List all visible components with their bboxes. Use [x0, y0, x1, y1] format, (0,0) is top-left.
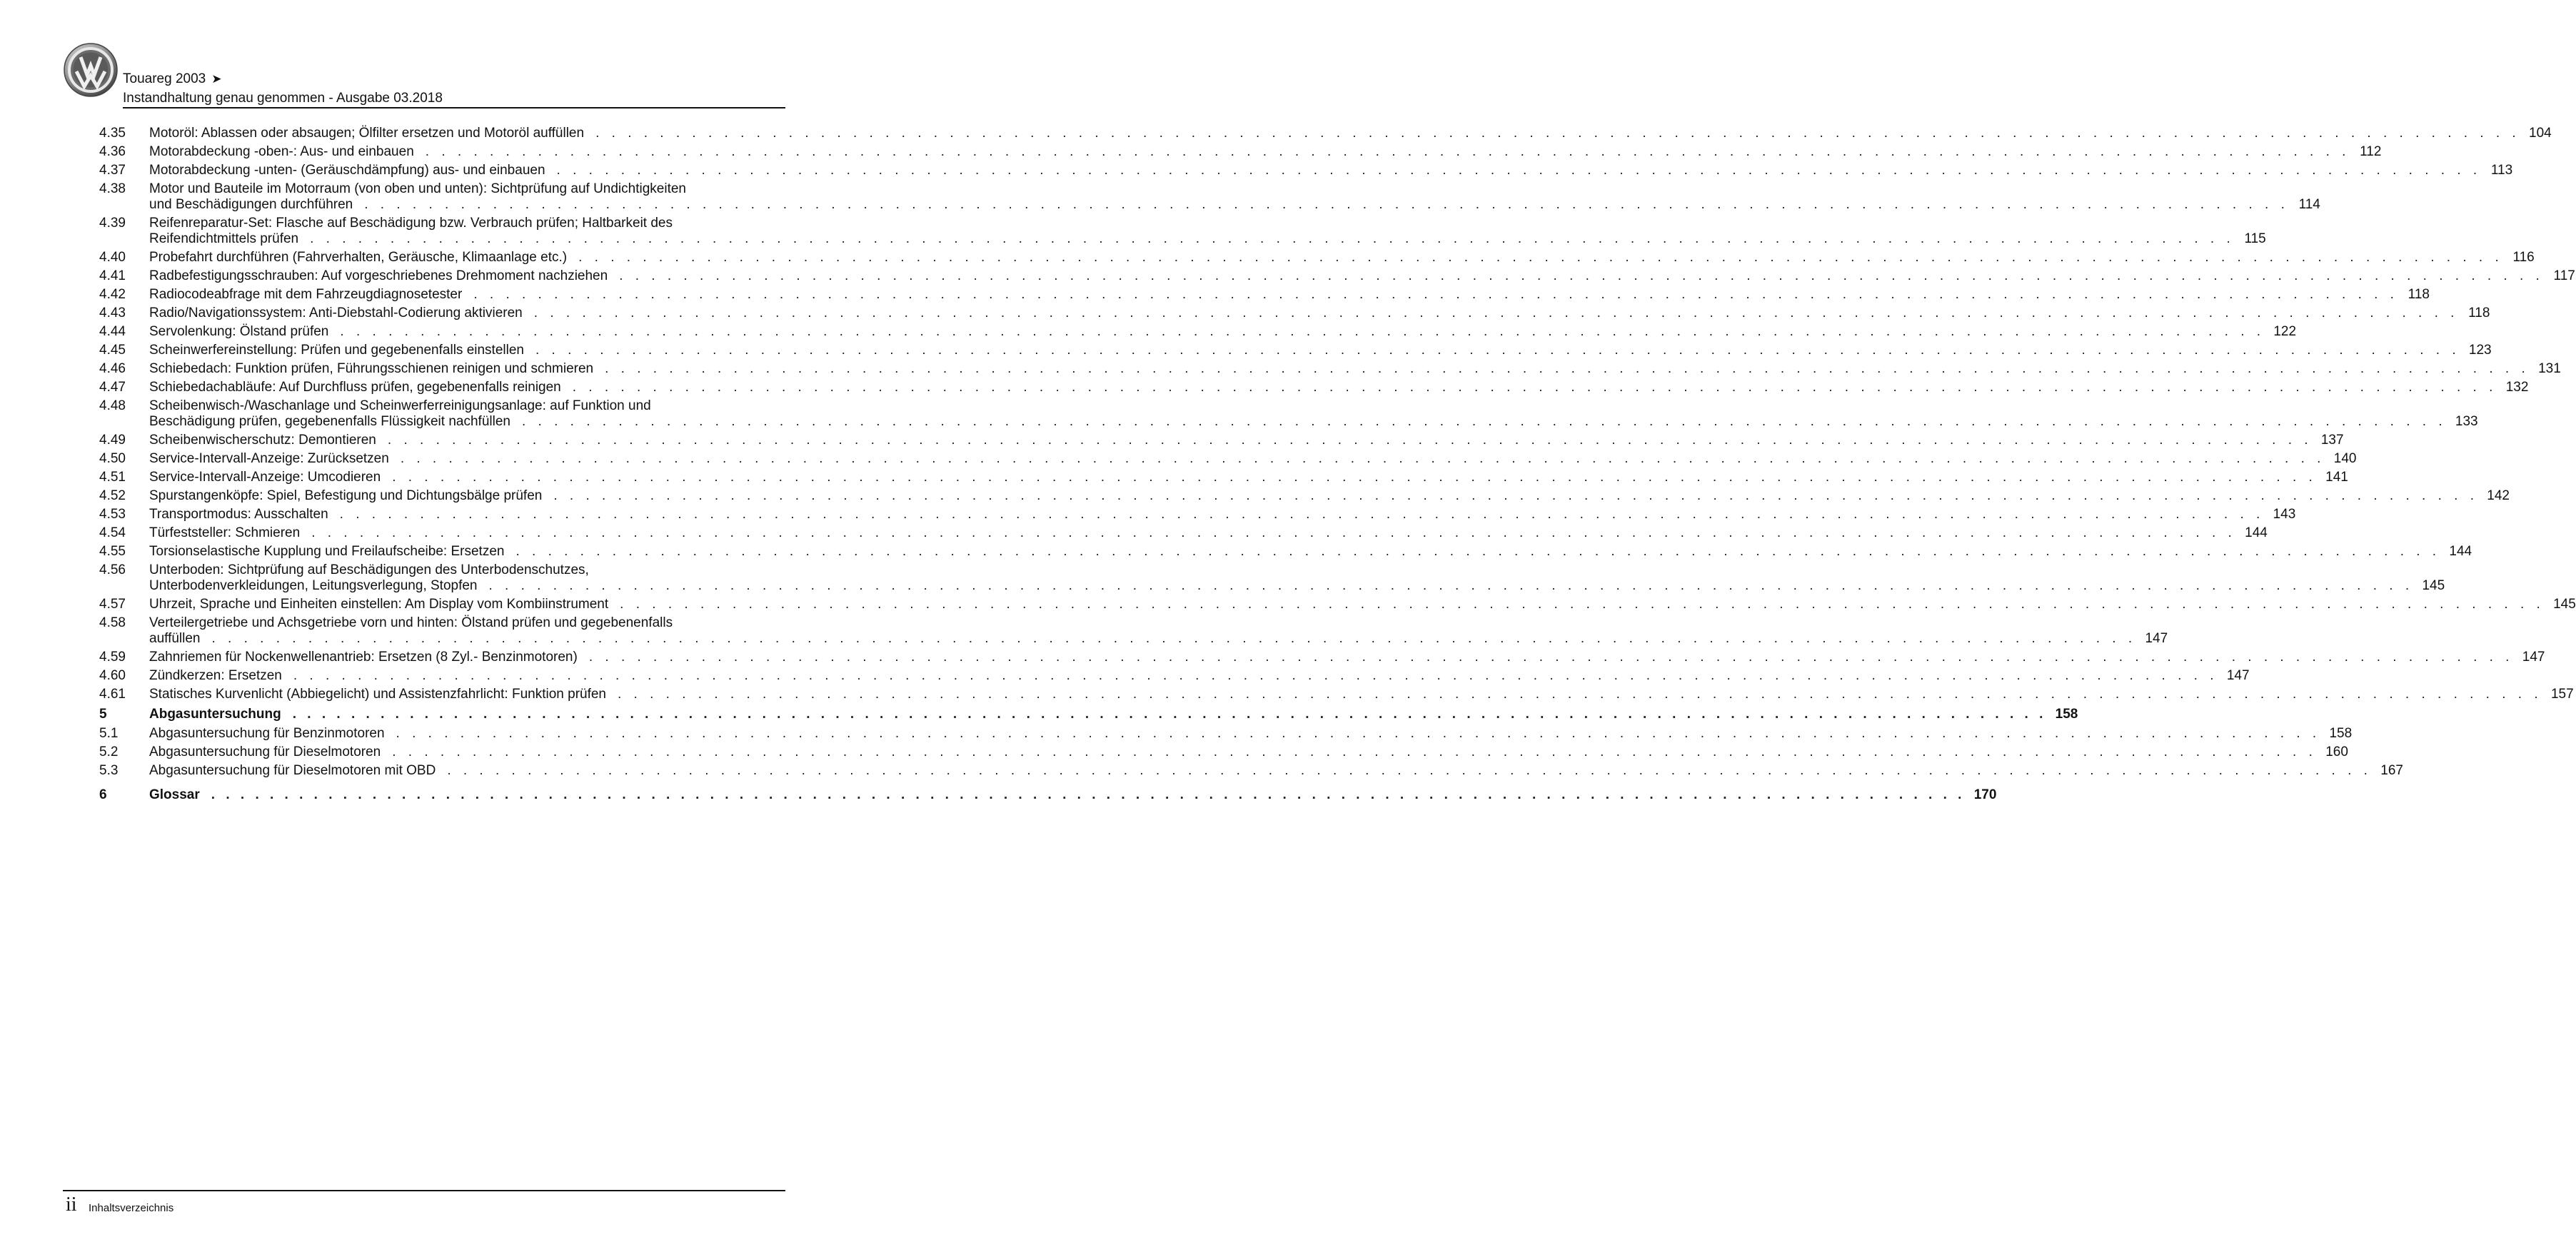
toc-entry-title: Probefahrt durchführen (Fahrverhalten, Geräusche, Klimaanlage etc.)	[149, 250, 568, 265]
toc-entry-title: Schiebedach: Funktion prüfen, Führungsschienen reinigen und schmieren	[149, 361, 594, 376]
toc-entry-title: Uhrzeit, Sprache und Einheiten einstellen: Am Display vom Kombiinstrument	[149, 597, 609, 612]
toc-entry-body	[149, 597, 2576, 612]
toc-entry-number: 4.42	[99, 287, 126, 302]
toc-section-entry[interactable]	[99, 380, 2529, 395]
dot-leader: . . . . . . . . . . . . . . . . . . . . . . . . . . . . . . . . . . . . . . . . . . . . . . . . . . . . . . . . . . . . . . . . . . . . . . . . . . . . . . . . . . . . . . . . . . . . . . . . . . . . . . . . . . . . . . . . . . . . . . . .	[400, 451, 2325, 466]
toc-entry-page-number: 145	[2553, 597, 2576, 612]
toc-entry-number: 4.39	[99, 216, 126, 231]
dot-leader: . . . . . . . . . . . . . . . . . . . . . . . . . . . . . . . . . . . . . . . . . . . . . . . . . . . . . . . . . . . . . . . . . . . . . . . . . . . . . . . . . . . . . . . . . . . . . . . . . . . . . . . . . . . . . . . . . . . . . . . .	[619, 268, 2544, 283]
toc-section-entry[interactable]	[99, 687, 2574, 702]
toc-entry-body	[149, 726, 2353, 742]
toc-entry-body	[149, 668, 2250, 684]
page-number: ii	[66, 1193, 77, 1216]
dot-leader: . . . . . . . . . . . . . . . . . . . . . . . . . . . . . . . . . . . . . . . . . . . . . . . . . . . . . . . . . . . . . . . . . . . . . . . . . . . . . . . . . . . . . . . . . . . . . . . . . . . . . . . . . . . . . . . . . . . . . . . .	[578, 250, 2503, 265]
toc-entry-title: Motoröl: Ablassen oder absaugen; Ölfilter ersetzen und Motoröl auffüllen	[149, 126, 585, 141]
toc-entry-title: Scheibenwischerschutz: Demontieren	[149, 433, 376, 448]
dot-leader: . . . . . . . . . . . . . . . . . . . . . . . . . . . . . . . . . . . . . . . . . . . . . . . . . . . . . . . . . . . . . . . . . . . . . . . . . . . . . . . . . . . . . . . . . . . . . . . . . . . . . . . . . . . . . . . . . . . . . . . .	[211, 631, 2137, 646]
toc-entry-body	[149, 707, 2078, 722]
toc-section-entry[interactable]	[99, 216, 2266, 247]
toc-entry-line	[149, 451, 2357, 467]
toc-section-entry[interactable]	[99, 250, 2535, 266]
toc-entry-title: Schiebedachabläufe: Auf Durchfluss prüfen, gegebenenfalls reinigen	[149, 380, 561, 395]
dot-leader: . . . . . . . . . . . . . . . . . . . . . . . . . . . . . . . . . . . . . . . . . . . . . . . . . . . . . . . . . . . . . . . . . . . . . . . . . . . . . . . . . . . . . . . . . . . . . . . . . . . . . . . . . . . . . . . . . . . . . . . .	[605, 361, 2530, 376]
page-header	[63, 41, 785, 108]
toc-entry-body	[149, 525, 2268, 541]
toc-section-entry[interactable]	[99, 163, 2513, 178]
toc-entry-body	[149, 507, 2296, 522]
toc-entry-body	[149, 544, 2472, 560]
dot-leader: . . . . . . . . . . . . . . . . . . . . . . . . . . . . . . . . . . . . . . . . . . . . . . . . . . . . . . . . . . . . . . . . . . . . . . . . . . . . . . . . . . . . . . . . . . . . . . . . . . . . . . . . . . . . . . . . . . . . . . . .	[396, 726, 2321, 741]
toc-entry-number: 4.36	[99, 144, 126, 159]
toc-entry-number: 4.40	[99, 250, 126, 265]
toc-entry-page-number: 104	[2529, 126, 2552, 141]
toc-entry-page-number: 160	[2325, 744, 2348, 759]
toc-entry-page-number: 144	[2449, 544, 2472, 559]
toc-entry-line	[149, 544, 2472, 560]
dot-leader: . . . . . . . . . . . . . . . . . . . . . . . . . . . . . . . . . . . . . . . . . . . . . . . . . . . . . . . . . . . . . . . . . . . . . . . . . . . . . . . . . . . . . . . . . . . . . . . . . . . . . . . . . . . . . . . . . . . . . . . .	[473, 287, 2398, 302]
toc-entry-body	[149, 144, 2382, 160]
toc-entry-title: Service-Intervall-Anzeige: Umcodieren	[149, 470, 381, 485]
toc-entry-number: 4.46	[99, 361, 126, 376]
toc-entry-body	[149, 216, 2266, 247]
toc-entry-body	[149, 451, 2357, 467]
toc-section-entry[interactable]	[99, 144, 2382, 160]
toc-entry-number: 4.43	[99, 306, 126, 320]
toc-entry-title: Radbefestigungsschrauben: Auf vorgeschriebenes Drehmoment nachziehen	[149, 268, 608, 283]
toc-section-entry[interactable]	[99, 726, 2353, 742]
toc-entry-body	[149, 615, 2168, 647]
toc-entry-page-number: 167	[2380, 763, 2403, 778]
toc-entry-page-number: 114	[2298, 197, 2320, 212]
toc-entry-line	[149, 433, 2344, 448]
toc-entry-number: 4.52	[99, 488, 126, 503]
toc-entry-number: 4.53	[99, 507, 126, 522]
toc-entry-title: Abgasuntersuchung für Dieselmotoren mit OBD	[149, 763, 436, 778]
toc-entry-title: Motor und Bauteile im Motorraum (von oben und unten): Sichtprüfung auf Undichtigkeiten	[149, 181, 686, 196]
footer-divider	[63, 1190, 785, 1191]
dot-leader: . . . . . . . . . . . . . . . . . . . . . . . . . . . . . . . . . . . . . . . . . . . . . . . . . . . . . . . . . . . . . . . . . . . . . . . . . . . . . . . . . . . . . . . . . . . . . . . . . . . . . . . . . . . . . . . . . . . . . . . .	[488, 578, 2414, 593]
toc-entry-title: Abgasuntersuchung für Dieselmotoren	[149, 744, 381, 759]
dot-leader: . . . . . . . . . . . . . . . . . . . . . . . . . . . . . . . . . . . . . . . . . . . . . . . . . . . . . . . . . . . . . . . . . . . . . . . . . . . . . . . . . . . . . . . . . . . . . . . . . . . . . . . . . . . . . . . . . . . . . . . .	[447, 763, 2372, 778]
toc-entry-body	[149, 181, 2320, 213]
toc-entry-page-number: 140	[2333, 451, 2357, 466]
toc-section-entry[interactable]	[99, 668, 2250, 684]
toc-entry-number: 4.59	[99, 650, 126, 665]
arrow-right-icon: ➤	[211, 72, 222, 86]
toc-section-entry[interactable]	[99, 562, 2445, 594]
toc-entry-title: Motorabdeckung -unten- (Geräuschdämpfung) aus- und einbauen	[149, 163, 545, 178]
toc-entry-page-number: 141	[2325, 470, 2348, 485]
table-of-contents	[99, 126, 2576, 807]
dot-leader: . . . . . . . . . . . . . . . . . . . . . . . . . . . . . . . . . . . . . . . . . . . . . . . . . . . . . . . . . . . . . . . . . . . . . . . . . . . . . . . . . . . . . . . . . . . . . . . . . . . . . . . . . . . . . . . . . . . . . . . .	[588, 650, 2514, 665]
toc-entry-body	[149, 126, 2552, 141]
toc-entry-title: Reifenreparatur-Set: Flasche auf Beschädigung bzw. Verbrauch prüfen; Haltbarkeit des	[149, 216, 673, 231]
toc-entry-page-number: 113	[2490, 163, 2513, 178]
toc-entry-title: Radiocodeabfrage mit dem Fahrzeugdiagnosetester	[149, 287, 463, 302]
toc-entry-title: Verteilergetriebe und Achsgetriebe vorn und hinten: Ölstand prüfen und gegebenenfalls	[149, 615, 673, 630]
toc-entry-line	[149, 343, 2492, 358]
toc-entry-line	[149, 398, 785, 414]
toc-entry-line	[149, 306, 2490, 321]
toc-entry-title: Abgasuntersuchung	[149, 707, 281, 722]
toc-entry-title: Zündkerzen: Ersetzen	[149, 668, 282, 683]
toc-section-entry[interactable]	[99, 361, 2561, 377]
toc-entry-line	[149, 525, 2268, 541]
toc-entry-body	[149, 744, 2348, 760]
toc-entry-page-number: 147	[2522, 650, 2545, 665]
toc-section-entry[interactable]	[99, 181, 2320, 213]
toc-entry-line	[149, 763, 2403, 779]
toc-entry-number: 5.1	[99, 726, 119, 741]
toc-section-entry[interactable]	[99, 451, 2357, 467]
toc-entry-line	[149, 197, 2320, 213]
toc-entry-body	[149, 650, 2545, 665]
toc-entry-line	[149, 231, 2266, 247]
toc-entry-title: Unterbodenverkleidungen, Leitungsverlegung, Stopfen	[149, 578, 478, 593]
toc-entry-line	[149, 126, 2552, 141]
toc-entry-line	[149, 488, 2510, 504]
toc-entry-body	[149, 562, 2445, 594]
toc-section-entry[interactable]	[99, 544, 2472, 560]
header-divider	[123, 107, 785, 108]
toc-entry-page-number: 170	[1973, 787, 1997, 802]
toc-entry-line	[149, 216, 785, 231]
toc-entry-number: 5.3	[99, 763, 119, 778]
toc-section-entry[interactable]	[99, 343, 2492, 358]
toc-entry-title: auffüllen	[149, 631, 201, 646]
toc-entry-page-number: 122	[2273, 324, 2297, 339]
toc-entry-body	[149, 380, 2529, 395]
toc-entry-line	[149, 414, 2478, 430]
toc-entry-page-number: 157	[2550, 687, 2574, 702]
toc-entry-body	[149, 324, 2297, 340]
dot-leader: . . . . . . . . . . . . . . . . . . . . . . . . . . . . . . . . . . . . . . . . . . . . . . . . . . . . . . . . . . . . . . . . . . . . . . . . . . . . . . . . . . . . . . . . . . . . . . . . . . . . . . . . . . . . . . . . . . . . . . . .	[340, 324, 2265, 339]
toc-entry-line	[149, 250, 2535, 266]
toc-entry-page-number: 147	[2145, 631, 2168, 646]
toc-entry-body	[149, 433, 2344, 448]
dot-leader: . . . . . . . . . . . . . . . . . . . . . . . . . . . . . . . . . . . . . . . . . . . . . . . . . . . . . . . . . . . . . . . . . . . . . . . . . . . . . . . . . . . . . . . . . . . . . . . . . . . . . . . . . . . . . . . . . . . . . . . .	[211, 787, 1966, 802]
toc-entry-page-number: 117	[2553, 268, 2575, 283]
toc-entry-line	[149, 650, 2545, 665]
toc-entry-number: 4.51	[99, 470, 126, 485]
toc-entry-number: 4.35	[99, 126, 126, 141]
toc-entry-number: 4.49	[99, 433, 126, 448]
toc-entry-body	[149, 361, 2561, 377]
toc-entry-line	[149, 668, 2250, 684]
toc-entry-title: Türfeststeller: Schmieren	[149, 525, 301, 540]
toc-entry-page-number: 147	[2226, 668, 2250, 683]
toc-entry-line	[149, 597, 2576, 612]
toc-entry-body	[149, 343, 2492, 358]
toc-section-entry[interactable]	[99, 287, 2430, 303]
toc-entry-page-number: 112	[2360, 144, 2382, 159]
toc-entry-page-number: 158	[2055, 707, 2078, 722]
toc-entry-body	[149, 398, 2478, 430]
toc-entry-number: 4.44	[99, 324, 126, 339]
toc-entry-body	[149, 163, 2513, 178]
toc-entry-line	[149, 687, 2574, 702]
toc-section-entry[interactable]	[99, 398, 2478, 430]
toc-entry-line	[149, 615, 785, 631]
dot-leader: . . . . . . . . . . . . . . . . . . . . . . . . . . . . . . . . . . . . . . . . . . . . . . . . . . . . . . . . . . . . . . . . . . . . . . . . . . . . . . . . . . . . . . . . . . . . . . . . . . . . . . . . . . . . . . . . . . . . . . . .	[425, 144, 2350, 159]
toc-entry-number: 4.45	[99, 343, 126, 358]
dot-leader: . . . . . . . . . . . . . . . . . . . . . . . . . . . . . . . . . . . . . . . . . . . . . . . . . . . . . . . . . . . . . . . . . . . . . . . . . . . . . . . . . . . . . . . . . . . . . . . . . . . . . . . . . . . . . . . . . . . . . . . .	[392, 744, 2317, 759]
document-subtitle: Instandhaltung genau genommen - Ausgabe 03.2018	[123, 91, 443, 106]
toc-entry-page-number: 142	[2487, 488, 2510, 503]
footer-section-label: Inhaltsverzeichnis	[89, 1202, 174, 1214]
toc-entry-number: 4.38	[99, 181, 126, 196]
toc-entry-number: 4.37	[99, 163, 126, 178]
dot-leader: . . . . . . . . . . . . . . . . . . . . . . . . . . . . . . . . . . . . . . . . . . . . . . . . . . . . . . . . . . . . . . . . . . . . . . . . . . . . . . . . . . . . . . . . . . . . . . . . . . . . . . . . . . . . . . . . . . . . . . . .	[387, 433, 2313, 448]
toc-entry-title: Scheibenwisch-/Waschanlage und Scheinwerferreinigungsanlage: auf Funktion und	[149, 398, 651, 413]
toc-entry-number: 4.50	[99, 451, 126, 466]
toc-entry-line	[149, 144, 2382, 160]
toc-section-entry[interactable]	[99, 126, 2552, 141]
toc-section-entry[interactable]	[99, 306, 2490, 321]
dot-leader: . . . . . . . . . . . . . . . . . . . . . . . . . . . . . . . . . . . . . . . . . . . . . . . . . . . . . . . . . . . . . . . . . . . . . . . . . . . . . . . . . . . . . . . . . . . . . . . . . . . . . . . . . . . . . . . . . . . . . . . .	[521, 414, 2447, 429]
toc-entry-line	[149, 631, 2168, 647]
dot-leader: . . . . . . . . . . . . . . . . . . . . . . . . . . . . . . . . . . . . . . . . . . . . . . . . . . . . . . . . . . . . . . . . . . . . . . . . . . . . . . . . . . . . . . . . . . . . . . . . . . . . . . . . . . . . . . . . . . . . . . . .	[310, 231, 2235, 246]
toc-entry-page-number: 115	[2244, 231, 2266, 246]
dot-leader: . . . . . . . . . . . . . . . . . . . . . . . . . . . . . . . . . . . . . . . . . . . . . . . . . . . . . . . . . . . . . . . . . . . . . . . . . . . . . . . . . . . . . . . . . . . . . . . . . . . . . . . . . . . . . . . . . . . . . . . .	[620, 597, 2545, 612]
toc-entry-body	[149, 787, 1997, 803]
toc-section-entry[interactable]	[99, 268, 2575, 284]
dot-leader: . . . . . . . . . . . . . . . . . . . . . . . . . . . . . . . . . . . . . . . . . . . . . . . . . . . . . . . . . . . . . . . . . . . . . . . . . . . . . . . . . . . . . . . . . . . . . . . . . . . . . . . . . . . . . . . . . . . . . . . .	[572, 380, 2497, 395]
dot-leader: . . . . . . . . . . . . . . . . . . . . . . . . . . . . . . . . . . . . . . . . . . . . . . . . . . . . . . . . . . . . . . . . . . . . . . . . . . . . . . . . . . . . . . . . . . . . . . . . . . . . . . . . . . . . . . . . . . . . . . . .	[553, 488, 2478, 503]
dot-leader: . . . . . . . . . . . . . . . . . . . . . . . . . . . . . . . . . . . . . . . . . . . . . . . . . . . . . . . . . . . . . . . . . . . . . . . . . . . . . . . . . . . . . . . . . . . . . . . . . . . . . . . . . . . . . . . . . . . . . . . .	[392, 470, 2317, 485]
toc-entry-title: Beschädigung prüfen, gegebenenfalls Flüssigkeit nachfüllen	[149, 414, 510, 429]
toc-section-entry[interactable]	[99, 650, 2545, 665]
toc-entry-page-number: 116	[2512, 250, 2535, 265]
toc-entry-body	[149, 687, 2574, 702]
toc-section-entry[interactable]	[99, 597, 2576, 612]
toc-entry-line	[149, 181, 785, 197]
toc-entry-number: 5.2	[99, 744, 119, 759]
toc-entry-page-number: 143	[2273, 507, 2296, 522]
toc-entry-number: 4.48	[99, 398, 126, 413]
toc-entry-title: und Beschädigungen durchführen	[149, 197, 353, 212]
toc-entry-page-number: 131	[2538, 361, 2561, 376]
toc-entry-title: Reifendichtmittels prüfen	[149, 231, 299, 246]
toc-entry-body	[149, 763, 2403, 779]
toc-entry-number: 4.58	[99, 615, 126, 630]
toc-entry-page-number: 132	[2505, 380, 2529, 395]
toc-entry-title: Statisches Kurvenlicht (Abbiegelicht) und Assistenzfahrlicht: Funktion prüfen	[149, 687, 606, 702]
toc-entry-body	[149, 470, 2348, 485]
toc-section-entry[interactable]	[99, 324, 2297, 340]
toc-entry-body	[149, 488, 2510, 504]
toc-entry-number: 6	[99, 787, 107, 802]
toc-section-entry[interactable]	[99, 763, 2403, 779]
toc-entry-body	[149, 268, 2575, 284]
toc-entry-title: Spurstangenköpfe: Spiel, Befestigung und Dichtungsbälge prüfen	[149, 488, 543, 503]
toc-entry-line	[149, 470, 2348, 485]
toc-entry-title: Abgasuntersuchung für Benzinmotoren	[149, 726, 385, 741]
toc-entry-number: 4.54	[99, 525, 126, 540]
dot-leader: . . . . . . . . . . . . . . . . . . . . . . . . . . . . . . . . . . . . . . . . . . . . . . . . . . . . . . . . . . . . . . . . . . . . . . . . . . . . . . . . . . . . . . . . . . . . . . . . . . . . . . . . . . . . . . . . . . . . . . . .	[311, 525, 2236, 540]
toc-entry-page-number: 133	[2455, 414, 2478, 429]
toc-entry-line	[149, 507, 2296, 522]
toc-entry-title: Motorabdeckung -oben-: Aus- und einbauen	[149, 144, 414, 159]
dot-leader: . . . . . . . . . . . . . . . . . . . . . . . . . . . . . . . . . . . . . . . . . . . . . . . . . . . . . . . . . . . . . . . . . . . . . . . . . . . . . . . . . . . . . . . . . . . . . . . . . . . . . . . . . . . . . . . . . . . . . . . .	[515, 544, 2441, 559]
document-title-text: Touareg 2003	[123, 71, 206, 86]
dot-leader: . . . . . . . . . . . . . . . . . . . . . . . . . . . . . . . . . . . . . . . . . . . . . . . . . . . . . . . . . . . . . . . . . . . . . . . . . . . . . . . . . . . . . . . . . . . . . . . . . . . . . . . . . . . . . . . . . . . . . . . .	[533, 306, 2459, 320]
toc-entry-line	[149, 324, 2297, 340]
toc-entry-page-number: 137	[2320, 433, 2344, 448]
toc-entry-title: Transportmodus: Ausschalten	[149, 507, 328, 522]
dot-leader: . . . . . . . . . . . . . . . . . . . . . . . . . . . . . . . . . . . . . . . . . . . . . . . . . . . . . . . . . . . . . . . . . . . . . . . . . . . . . . . . . . . . . . . . . . . . . . . . . . . . . . . . . . . . . . . . . . . . . . . .	[293, 668, 2218, 683]
toc-section-entry[interactable]	[99, 433, 2344, 448]
toc-entry-page-number: 144	[2245, 525, 2268, 540]
toc-entry-title: Glossar	[149, 787, 200, 802]
toc-entry-title: Unterboden: Sichtprüfung auf Beschädigungen des Unterbodenschutzes,	[149, 562, 589, 577]
toc-entry-line	[149, 707, 2078, 722]
toc-entry-page-number: 145	[2422, 578, 2445, 593]
toc-section-entry[interactable]	[99, 488, 2510, 504]
toc-entry-page-number: 118	[2408, 287, 2430, 302]
toc-entry-title: Servolenkung: Ölstand prüfen	[149, 324, 329, 339]
toc-chapter-entry[interactable]	[99, 787, 1997, 803]
toc-section-entry[interactable]	[99, 615, 2168, 647]
toc-entry-title: Service-Intervall-Anzeige: Zurücksetzen	[149, 451, 389, 466]
toc-chapter-entry[interactable]	[99, 707, 2078, 722]
dot-leader: . . . . . . . . . . . . . . . . . . . . . . . . . . . . . . . . . . . . . . . . . . . . . . . . . . . . . . . . . . . . . . . . . . . . . . . . . . . . . . . . . . . . . . . . . . . . . . . . . . . . . . . . . . . . . . . . . . . . . . . .	[535, 343, 2460, 358]
toc-entry-line	[149, 744, 2348, 760]
toc-entry-number: 4.60	[99, 668, 126, 683]
toc-entry-number: 4.61	[99, 687, 126, 702]
toc-entry-page-number: 123	[2468, 343, 2492, 358]
toc-entry-line	[149, 268, 2575, 284]
toc-entry-title: Torsionselastische Kupplung und Freilaufscheibe: Ersetzen	[149, 544, 505, 559]
toc-entry-body	[149, 250, 2535, 266]
toc-entry-page-number: 158	[2329, 726, 2353, 741]
toc-entry-line	[149, 562, 785, 578]
toc-entry-line	[149, 726, 2353, 742]
toc-entry-number: 4.55	[99, 544, 126, 559]
dot-leader: . . . . . . . . . . . . . . . . . . . . . . . . . . . . . . . . . . . . . . . . . . . . . . . . . . . . . . . . . . . . . . . . . . . . . . . . . . . . . . . . . . . . . . . . . . . . . . . . . . . . . . . . . . . . . . . . . . . . . . . .	[556, 163, 2482, 178]
toc-entry-line	[149, 163, 2513, 178]
toc-entry-title: Radio/Navigationssystem: Anti-Diebstahl-Codierung aktivieren	[149, 306, 523, 320]
toc-entry-page-number: 118	[2468, 306, 2490, 320]
toc-section-entry[interactable]	[99, 507, 2296, 522]
toc-entry-line	[149, 380, 2529, 395]
dot-leader: . . . . . . . . . . . . . . . . . . . . . . . . . . . . . . . . . . . . . . . . . . . . . . . . . . . . . . . . . . . . . . . . . . . . . . . . . . . . . . . . . . . . . . . . . . . . . . . . . . . . . . . . . . . . . . . . . . . . . . . .	[595, 126, 2520, 141]
toc-entry-title: Zahnriemen für Nockenwellenantrieb: Ersetzen (8 Zyl.- Benzinmotoren)	[149, 650, 578, 665]
dot-leader: . . . . . . . . . . . . . . . . . . . . . . . . . . . . . . . . . . . . . . . . . . . . . . . . . . . . . . . . . . . . . . . . . . . . . . . . . . . . . . . . . . . . . . . . . . . . . . . . . . . . . . . . . . . . . . . . . . . . . . . .	[292, 707, 2047, 722]
dot-leader: . . . . . . . . . . . . . . . . . . . . . . . . . . . . . . . . . . . . . . . . . . . . . . . . . . . . . . . . . . . . . . . . . . . . . . . . . . . . . . . . . . . . . . . . . . . . . . . . . . . . . . . . . . . . . . . . . . . . . . . .	[364, 197, 2289, 212]
dot-leader: . . . . . . . . . . . . . . . . . . . . . . . . . . . . . . . . . . . . . . . . . . . . . . . . . . . . . . . . . . . . . . . . . . . . . . . . . . . . . . . . . . . . . . . . . . . . . . . . . . . . . . . . . . . . . . . . . . . . . . . .	[618, 687, 2542, 702]
dot-leader: . . . . . . . . . . . . . . . . . . . . . . . . . . . . . . . . . . . . . . . . . . . . . . . . . . . . . . . . . . . . . . . . . . . . . . . . . . . . . . . . . . . . . . . . . . . . . . . . . . . . . . . . . . . . . . . . . . . . . . . .	[339, 507, 2265, 522]
toc-entry-title: Scheinwerfereinstellung: Prüfen und gegebenenfalls einstellen	[149, 343, 524, 358]
toc-entry-number: 4.41	[99, 268, 126, 283]
toc-entry-line	[149, 287, 2430, 303]
toc-entry-number: 4.56	[99, 562, 126, 577]
toc-entry-number: 5	[99, 707, 107, 722]
toc-section-entry[interactable]	[99, 470, 2348, 485]
document-title	[123, 71, 221, 87]
toc-section-entry[interactable]	[99, 744, 2348, 760]
toc-entry-line	[149, 787, 1997, 803]
toc-section-entry[interactable]	[99, 525, 2268, 541]
toc-entry-body	[149, 306, 2490, 321]
volkswagen-logo	[63, 41, 119, 99]
toc-entry-line	[149, 578, 2445, 594]
toc-entry-line	[149, 361, 2561, 377]
toc-entry-number: 4.57	[99, 597, 126, 612]
toc-entry-number: 4.47	[99, 380, 126, 395]
toc-entry-body	[149, 287, 2430, 303]
